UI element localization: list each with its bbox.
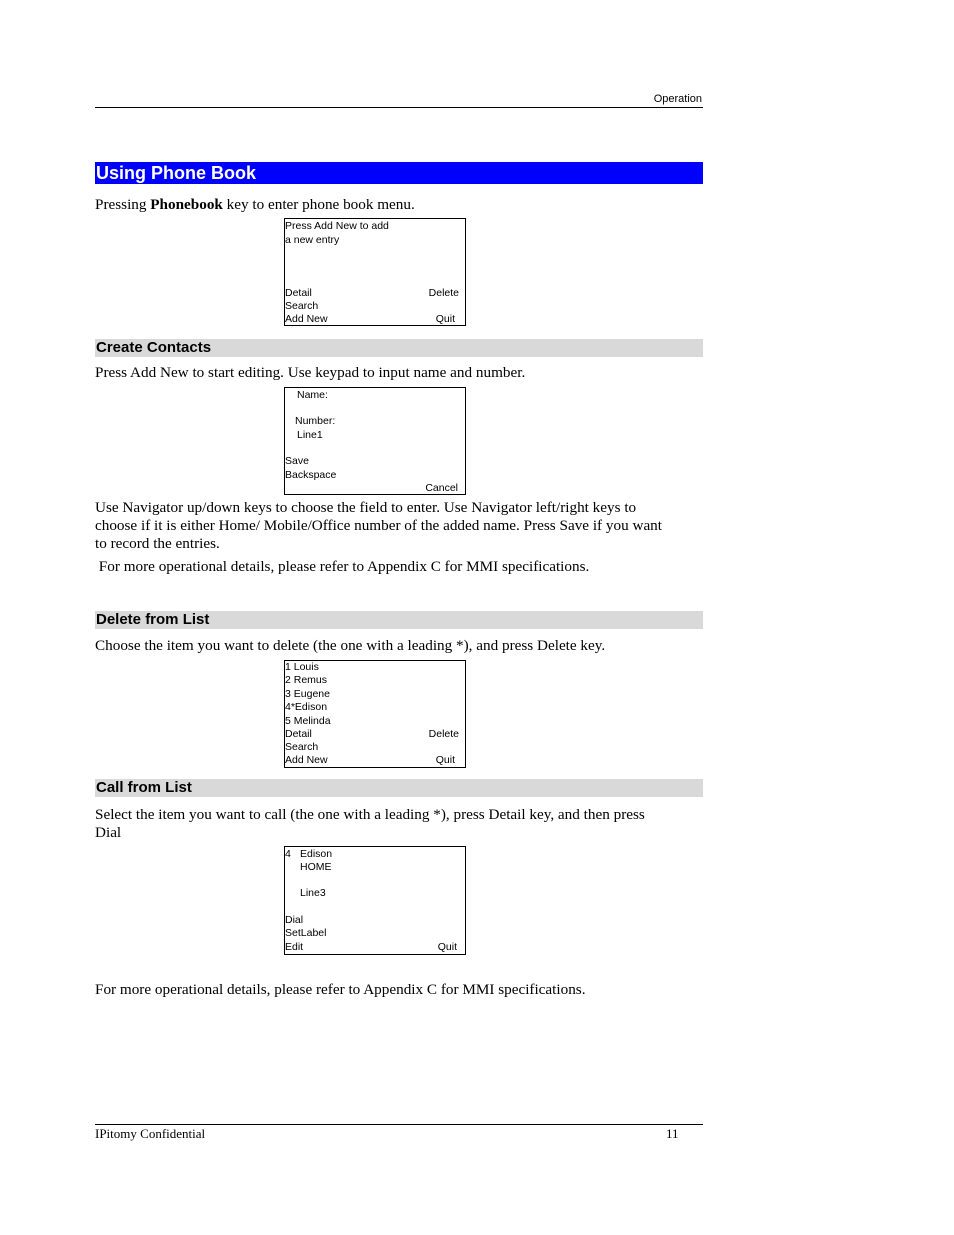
entry-index: 4 <box>285 848 291 860</box>
paragraph-line: Dial <box>95 824 122 841</box>
softkey-search: Search <box>285 300 319 312</box>
entry-name: Edison <box>300 848 333 860</box>
entry-label: HOME <box>300 861 332 873</box>
intro-key-name: Phonebook <box>150 196 223 213</box>
softkey-cancel: Cancel <box>425 482 458 494</box>
navigator-paragraph <box>95 499 705 553</box>
footer-rule <box>95 1124 703 1125</box>
softkey-quit: Quit <box>435 754 455 766</box>
footer-confidential: IPitomy Confidential <box>95 1126 206 1141</box>
paragraph-line: to record the entries. <box>95 535 220 552</box>
page-number: 11 <box>666 1126 679 1141</box>
more-details-paragraph: For more operational details, please refer to Appendix C for MMI specifications. <box>95 558 590 575</box>
list-item-selected: 4*Edison <box>285 701 328 713</box>
softkey-detail: Detail <box>285 287 312 299</box>
softkey-add-new: Add New <box>285 313 328 325</box>
header-rule <box>95 107 703 108</box>
phone-screen-contact-list <box>284 660 466 768</box>
list-item: 5 Melinda <box>285 715 331 727</box>
section-title: Using Phone Book <box>95 162 703 184</box>
screen-text: a new entry <box>285 234 340 246</box>
field-number-label: Number: <box>295 415 336 427</box>
call-paragraph <box>95 806 705 842</box>
softkey-search: Search <box>285 741 319 753</box>
section-heading-call-from-list: Call from List <box>95 779 703 797</box>
running-header: Operation <box>653 93 702 105</box>
softkey-delete: Delete <box>428 728 459 740</box>
create-paragraph: Press Add New to start editing. Use keypad to input name and number. <box>95 364 526 381</box>
softkey-dial: Dial <box>285 914 304 926</box>
softkey-add-new: Add New <box>285 754 328 766</box>
intro-paragraph <box>95 196 705 214</box>
softkey-backspace: Backspace <box>285 469 337 481</box>
paragraph-line: Select the item you want to call (the one with a leading *), press Detail key, and then press <box>95 806 645 823</box>
delete-paragraph: Choose the item you want to delete (the one with a leading *), and press Delete key. <box>95 637 606 654</box>
softkey-setlabel: SetLabel <box>285 927 327 939</box>
intro-after: key to enter phone book menu. <box>222 196 415 213</box>
section-heading-delete-from-list: Delete from List <box>95 611 703 629</box>
softkey-save: Save <box>285 455 309 467</box>
list-item: 1 Louis <box>285 661 319 673</box>
paragraph-line: choose if it is either Home/ Mobile/Office number of the added name. Press Save if you want <box>95 517 662 534</box>
softkey-edit: Edit <box>285 941 304 953</box>
section-heading-create-contacts: Create Contacts <box>95 339 703 357</box>
closing-paragraph: For more operational details, please refer to Appendix C for MMI specifications. <box>95 981 586 998</box>
field-line-label: Line1 <box>297 429 323 441</box>
softkey-detail: Detail <box>285 728 312 740</box>
entry-line: Line3 <box>300 887 326 899</box>
phone-screen-main-menu <box>284 218 466 326</box>
field-name-label: Name: <box>297 389 328 401</box>
paragraph-line: Use Navigator up/down keys to choose the field to enter. Use Navigator left/right keys to <box>95 499 637 516</box>
softkey-delete: Delete <box>428 287 459 299</box>
phone-screen-create-contact <box>284 387 466 495</box>
list-item: 3 Eugene <box>285 688 330 700</box>
screen-text: Press Add New to add <box>285 220 389 232</box>
softkey-quit: Quit <box>437 941 457 953</box>
phone-screen-contact-detail <box>284 846 466 955</box>
intro-before: Pressing <box>95 196 151 213</box>
list-item: 2 Remus <box>285 674 328 686</box>
softkey-quit: Quit <box>435 313 455 325</box>
